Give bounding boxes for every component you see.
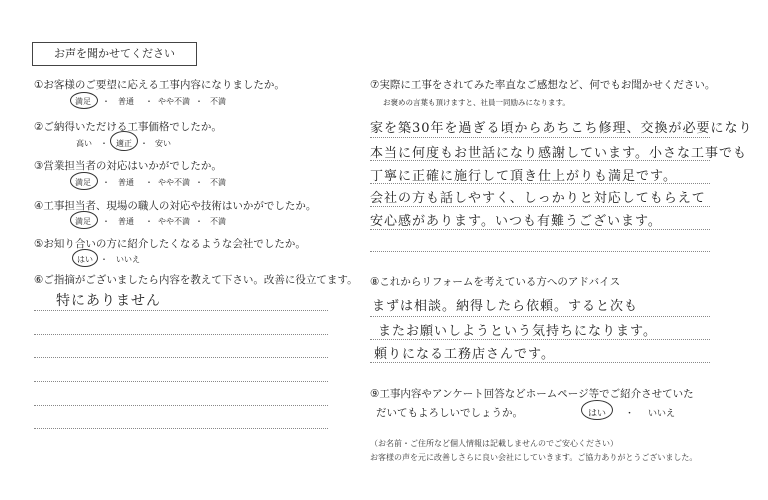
q4-option-satisfied[interactable]: 満足 <box>75 217 91 226</box>
question-4: ④工事担当者、現場の職人の対応や技術はいかがでしたか。 <box>34 200 317 212</box>
q9-option-no[interactable]: いいえ <box>648 409 676 419</box>
q8-rule <box>370 362 710 363</box>
question-9-line-1: ⑨工事内容やアンケート回答などホームページ等でご紹介させていた <box>370 388 694 400</box>
page-title: お声を聞かせてください <box>32 42 197 66</box>
q1-selection-circle <box>70 92 98 109</box>
q6-rule <box>34 334 328 335</box>
question-9-line-2: だいてもよろしいでしょうか。 <box>376 407 523 419</box>
q2-option-fair[interactable]: 適正 <box>116 139 132 148</box>
q5-selection-circle <box>72 249 98 267</box>
q4-selection-circle <box>70 211 98 229</box>
question-1: ①お客様のご要望に応える工事内容になりましたか。 <box>34 79 285 91</box>
q7-rule <box>370 206 710 207</box>
q4-option-dissatisfied[interactable]: 不満 <box>210 217 226 226</box>
q8-answer-line-3: 頼りになる工務店さんです。 <box>374 347 555 362</box>
q6-rule <box>34 381 328 382</box>
q9-option-yes[interactable]: はい <box>588 409 607 419</box>
q9-selection-circle <box>581 400 613 420</box>
q3-selection-circle <box>70 172 98 190</box>
q8-answer-line-2: またお願いしようという気持ちになります。 <box>378 324 657 339</box>
q1-option-dissatisfied[interactable]: 不満 <box>210 97 226 106</box>
q4-option-somewhat-dissatisfied[interactable]: やや不満 <box>158 217 190 226</box>
question-5: ⑤お知り合いの方に紹介したくなるような会社でしたか。 <box>34 238 306 250</box>
q5-option-no[interactable]: いいえ <box>116 255 140 264</box>
q2-selection-circle <box>110 131 138 151</box>
q3-option-satisfied[interactable]: 満足 <box>75 178 91 187</box>
q2-option-cheap[interactable]: 安い <box>155 139 171 148</box>
q7-rule <box>370 183 710 184</box>
q8-rule <box>370 339 710 340</box>
q1-option-somewhat-dissatisfied[interactable]: やや不満 <box>158 97 190 106</box>
question-6: ⑥ご指摘がございましたら内容を教えて下さい。改善に役立てます。 <box>34 274 358 286</box>
q5-option-yes[interactable]: はい <box>77 255 93 264</box>
q3-option-dissatisfied[interactable]: 不満 <box>210 178 226 187</box>
question-2: ②ご納得いただける工事価格でしたか。 <box>34 121 222 133</box>
question-8: ⑧これからリフォームを考えている方へのアドバイス <box>370 276 621 288</box>
q7-rule <box>370 160 710 161</box>
q6-rule <box>34 310 328 311</box>
q6-rule <box>34 428 328 429</box>
q6-answer-line-1: 特にありません <box>56 293 161 309</box>
q7-answer-line-3: 丁寧に正確に施行して頂き仕上がりも満足です。 <box>370 169 677 184</box>
footer-thanks: お客様の声を元に改善しさらに良い会社にしていきます。ご協力ありがとうございました。 <box>370 453 698 462</box>
question-3: ③営業担当者の対応はいかがでしたか。 <box>34 160 222 172</box>
q7-note: お褒めの言葉も頂けますと、社員一同励みになります。 <box>383 98 570 107</box>
q4-option-normal[interactable]: 普通 <box>118 217 134 226</box>
q1-option-satisfied[interactable]: 満足 <box>75 97 91 106</box>
footer-privacy-note: （お名前・ご住所など個人情報は記載しませんのでご安心ください） <box>370 439 618 448</box>
q3-option-normal[interactable]: 普通 <box>118 178 134 187</box>
q7-rule <box>370 137 710 138</box>
q7-answer-line-1: 家を築30年を過ぎる頃からあちこち修理、交換が必要になり <box>370 121 753 136</box>
q7-rule <box>370 229 710 230</box>
q7-rule <box>370 251 710 252</box>
q7-answer-line-2: 本当に何度もお世話になり感謝しています。小さな工事でも <box>370 146 747 161</box>
q2-option-high[interactable]: 高い <box>76 139 92 148</box>
q7-answer-line-4: 会社の方も話しやすく、しっかりと対応してもらえて <box>370 191 706 206</box>
q8-answer-line-1: まずは相談。納得したら依頼。すると次も <box>372 299 639 314</box>
q3-option-somewhat-dissatisfied[interactable]: やや不満 <box>158 178 190 187</box>
q8-rule <box>370 316 710 317</box>
q7-answer-line-5: 安心感があります。いつも有難うございます。 <box>370 214 662 229</box>
q1-option-normal[interactable]: 普通 <box>118 97 134 106</box>
question-7: ⑦実際に工事をされてみた率直なご感想など、何でもお聞かせください。 <box>370 79 716 91</box>
q6-rule <box>34 405 328 406</box>
q6-rule <box>34 357 328 358</box>
